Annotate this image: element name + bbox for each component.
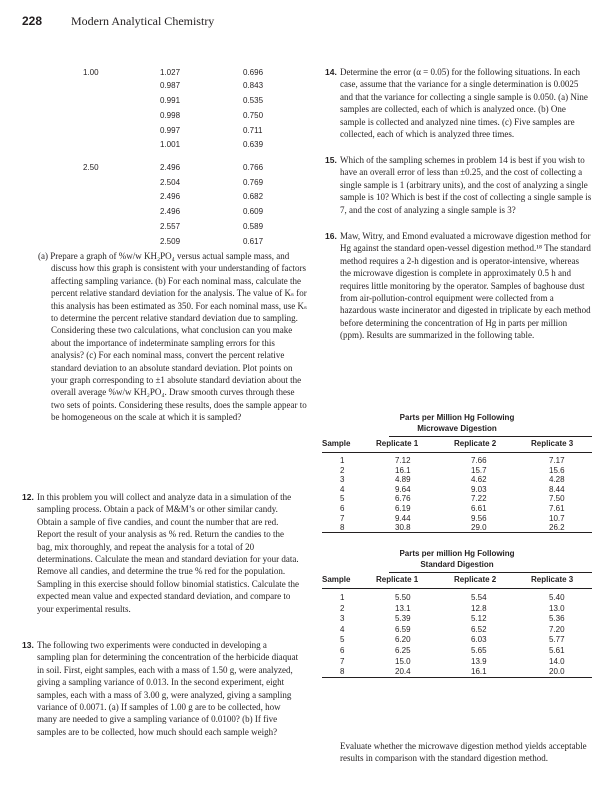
question-text: Which of the sampling schemes in problem 14 is best if you wish to have an overall error of less than ±0.25, and the cost of collecting a single sample is 1 (arbitrary units), and the cost of analyzing a single sample is 10? Which is best if the cost of collecting a single sample is 7, and the cost of analyzing a single sample is 3? — [340, 155, 592, 215]
table-cell-replicate-2: 4.62 — [471, 475, 487, 485]
percent-kh2po4: 0.766 — [243, 163, 264, 172]
header-rule — [322, 452, 592, 453]
table-cell-row-sample: 3 — [340, 614, 345, 624]
table-cell-replicate-3: 26.2 — [549, 523, 565, 533]
column-header-replicate-1: Replicate 1 — [376, 439, 419, 448]
table-cell-row-sample: 1 — [340, 593, 345, 602]
table-cell-row-sample: 6 — [340, 504, 345, 513]
percent-kh2po4: 0.617 — [243, 237, 264, 246]
table-cell-replicate-2: 29.0 — [471, 523, 487, 533]
table-cell-row-sample: 2 — [340, 465, 345, 475]
column-header-replicate-2: Replicate 2 — [454, 575, 497, 584]
table-cell-replicate-2: 9.56 — [471, 513, 487, 523]
table-cell-replicate-2: 7.66 — [471, 456, 487, 465]
column-header-replicate-3: Replicate 3 — [531, 575, 574, 584]
table-cell-replicate-1: 6.19 — [395, 504, 411, 513]
table-cell-replicate-3: 7.50 — [549, 494, 565, 504]
table-cell-replicate-1: 30.8 — [395, 523, 411, 533]
table-cell-replicate-1: 6.59 — [395, 624, 411, 634]
table-cell-replicate-3: 5.61 — [549, 646, 565, 655]
bottom-rule — [322, 677, 592, 678]
table-cell-replicate-1: 9.64 — [395, 484, 411, 494]
header-rule — [322, 588, 592, 589]
book-title: Modern Analytical Chemistry — [71, 14, 215, 28]
table-cell-replicate-1: 4.89 — [395, 475, 411, 485]
percent-kh2po4: 0.589 — [243, 222, 264, 231]
question-number: 13. — [22, 640, 34, 650]
actual-mass: 2.509 — [160, 237, 181, 246]
column-header-replicate-3: Replicate 3 — [531, 439, 574, 448]
table-cell-replicate-2: 6.52 — [471, 624, 487, 634]
percent-kh2po4: 0.682 — [243, 192, 264, 201]
table-cell-replicate-2: 5.65 — [471, 646, 487, 655]
question-12 — [22, 491, 299, 615]
table-cell-replicate-1: 9.44 — [395, 513, 411, 523]
actual-mass: 2.557 — [160, 222, 181, 231]
column-header-sample: Sample — [322, 439, 351, 448]
table-cell-replicate-1: 20.4 — [395, 667, 411, 677]
page-number: 228 — [22, 14, 43, 28]
closing-text: Evaluate whether the microwave digestion method yields acceptable results in comparison with the standard digestion method. — [340, 741, 587, 764]
question-14 — [325, 66, 592, 140]
actual-mass: 2.504 — [160, 178, 181, 187]
table-cell-row-sample: 2 — [340, 603, 345, 613]
question-13 — [22, 639, 299, 738]
actual-mass: 0.987 — [160, 81, 181, 90]
question-text: In this problem you will collect and analyze data in a simulation of the sampling process. Obtain a pack of M&M’s or other similar candy. Obtain a sample of five candies, and count the number that are red. Report the result of your analysis as % red. Return the candies to the bag, mix thoroughly, and repeat the analysis for a total of 20 determinations. Calculate the mean and standard deviation for your data. Remove all candies, and determine the true % red for the population. Sampling in this exercise should follow binomial statistics. Calculate the expected mean value and expected standard deviation, and compare to your experimental results. — [37, 492, 299, 614]
question-16 — [325, 230, 592, 342]
question-text: Determine the error (α = 0.05) for the following situations. In each case, assume that the variance for a single determination is 0.0025 and that the variance for collecting a single sample is 0.050. (a) Nine samples are collected, each of which is analyzed once. (b) One sample is collected and analyzed nine times. (c) Five samples are collected, each of which is analyzed three times. — [340, 67, 588, 140]
table-cell-replicate-3: 7.17 — [549, 456, 565, 465]
table-cell-replicate-3: 15.6 — [549, 465, 565, 475]
percent-kh2po4: 0.609 — [243, 207, 264, 216]
actual-mass: 0.997 — [160, 126, 181, 135]
table-title-line-2: Standard Digestion — [420, 560, 494, 569]
actual-mass: 2.496 — [160, 163, 181, 172]
table-cell-replicate-3: 5.40 — [549, 593, 565, 602]
table-cell-replicate-3: 20.0 — [549, 667, 565, 677]
table-cell-replicate-3: 7.61 — [549, 504, 565, 513]
question-11-text: (a) Prepare a graph of %w/w KH₂PO₄ versus actual sample mass, and discuss how this graph is consistent with your understanding of factors affecting sampling variance. (b) For each nominal mass, calculate the percent relative standard deviation for the analysis. The value of Kₛ for this analysis has been estimated as 350. For each nominal mass, use Kₛ to determine the percent relative standard deviation due to sampling. Considering these two calculations, what conclusion can you make about the importance of indeterminate sampling errors for this analysis? (c) For each nominal mass, convert the percent relative standard deviation to an absolute standard deviation. Plot points on your graph corresponding to ±1 absolute standard deviation about the overall average %w/w KH₂PO₄. Draw smooth curves through these two sets of points. Considering these results, does the sample appear to be homogeneous on the scale at which it is sampled? — [38, 251, 307, 423]
table-cell-replicate-1: 16.1 — [395, 465, 411, 475]
table-cell-replicate-1: 13.1 — [395, 603, 411, 613]
table-cell-replicate-3: 7.20 — [549, 624, 565, 634]
table-cell-replicate-2: 13.9 — [471, 656, 487, 666]
table-cell-row-sample: 4 — [340, 624, 345, 634]
table-cell-replicate-1: 5.39 — [395, 614, 411, 624]
question-number: 15. — [325, 155, 337, 165]
percent-kh2po4: 0.535 — [243, 96, 264, 105]
table-cell-row-sample: 7 — [340, 656, 345, 666]
table-title-line-2: Microwave Digestion — [417, 424, 497, 433]
question-number: 14. — [325, 67, 337, 77]
actual-mass: 0.998 — [160, 111, 181, 120]
table-cell-row-sample: 5 — [340, 494, 345, 504]
actual-mass: 0.991 — [160, 96, 181, 105]
table-cell-replicate-3: 5.36 — [549, 614, 565, 624]
column-header-replicate-1: Replicate 1 — [376, 575, 419, 584]
table-cell-row-sample: 3 — [340, 475, 345, 485]
table-cell-replicate-3: 13.0 — [549, 603, 565, 613]
table-cell-replicate-2: 15.7 — [471, 465, 487, 475]
actual-mass: 1.001 — [160, 140, 181, 149]
table-cell-replicate-1: 6.76 — [395, 494, 411, 504]
question-text: Maw, Witry, and Emond evaluated a microwave digestion method for Hg against the standard open-vessel digestion method.¹⁸ The standard method requires a 2-h digestion and is operator-intensive, whereas the microwave digestion is complete in approximately 0.5 h and requires little monitoring by the operator. Samples of baghouse dust from air-pollution-control equipment were collected from a hazardous waste incinerator and digested in triplicate by each method before determining the concentration of Hg in parts per million (ppm). Results are summarized in the following table. — [340, 231, 591, 341]
table-cell-row-sample: 5 — [340, 635, 345, 645]
column-header-sample: Sample — [322, 575, 351, 584]
table-cell-row-sample: 7 — [340, 513, 345, 523]
table-cell-replicate-2: 6.61 — [471, 504, 487, 513]
table-cell-row-sample: 8 — [340, 667, 345, 677]
table-cell-replicate-1: 5.50 — [395, 593, 411, 602]
actual-mass: 2.496 — [160, 207, 181, 216]
table-cell-replicate-2: 16.1 — [471, 667, 487, 677]
table-cell-row-sample: 6 — [340, 646, 345, 655]
table-cell-replicate-3: 14.0 — [549, 656, 565, 666]
table-cell-row-sample: 1 — [340, 456, 345, 465]
bottom-rule — [322, 532, 592, 533]
column-header-replicate-2: Replicate 2 — [454, 439, 497, 448]
table-cell-replicate-2: 5.54 — [471, 593, 487, 602]
table-cell-replicate-3: 8.44 — [549, 484, 565, 494]
actual-mass: 2.496 — [160, 192, 181, 201]
table-cell-replicate-3: 5.77 — [549, 635, 565, 645]
percent-kh2po4: 0.639 — [243, 140, 264, 149]
table-cell-replicate-1: 15.0 — [395, 656, 411, 666]
percent-kh2po4: 0.696 — [243, 68, 264, 77]
table-cell-replicate-2: 6.03 — [471, 635, 487, 645]
table-cell-replicate-1: 7.12 — [395, 456, 411, 465]
table-cell-replicate-2: 5.12 — [471, 614, 487, 624]
table-title-line-1: Parts per Million Hg Following — [399, 413, 515, 422]
title-rule — [389, 436, 592, 437]
title-rule — [389, 572, 592, 573]
table-cell-replicate-3: 10.7 — [549, 513, 565, 523]
actual-mass: 1.027 — [160, 68, 181, 77]
percent-kh2po4: 0.843 — [243, 81, 264, 90]
percent-kh2po4: 0.750 — [243, 111, 264, 120]
table-cell-replicate-1: 6.25 — [395, 646, 411, 655]
question-text: The following two experiments were conducted in developing a sampling plan for determining the concentration of the herbicide diaquat in soil. First, eight samples, each with a mass of 1.50 g, were analyzed, giving a sampling variance of 0.013. In the second experiment, eight samples, each with a mass of 3.00 g, were analyzed, giving a sampling variance of 0.0071. (a) If samples of 1.00 g are to be collected, how many are needed to give a sampling variance of 0.0100? (b) If five samples are to be collected, how much should each sample weigh? — [37, 640, 299, 737]
table-title-line-1: Parts per million Hg Following — [399, 549, 515, 558]
table-cell-replicate-2: 9.03 — [471, 484, 487, 494]
question-number: 16. — [325, 231, 337, 241]
question-number: 12. — [22, 492, 34, 502]
table-cell-replicate-2: 7.22 — [471, 494, 487, 504]
percent-kh2po4: 0.769 — [243, 178, 264, 187]
percent-kh2po4: 0.711 — [243, 126, 263, 135]
table-cell-replicate-2: 12.8 — [471, 603, 487, 613]
table-cell-row-sample: 4 — [340, 484, 345, 494]
nominal-mass: 2.50 — [83, 163, 99, 172]
table-cell-row-sample: 8 — [340, 523, 345, 533]
question-15 — [325, 154, 592, 216]
table-cell-replicate-3: 4.28 — [549, 475, 565, 485]
table-cell-replicate-1: 6.20 — [395, 635, 411, 645]
nominal-mass: 1.00 — [83, 68, 99, 77]
